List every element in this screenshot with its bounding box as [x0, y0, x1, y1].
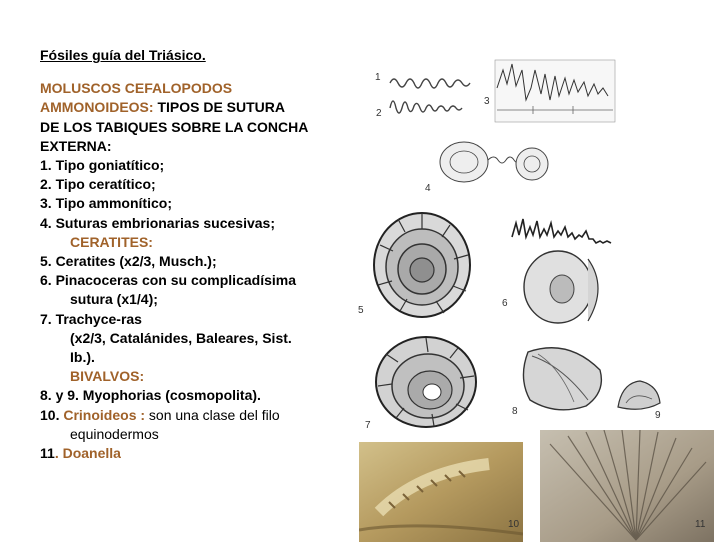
list-item-1: 1. Tipo goniatítico; [40, 157, 165, 174]
list-item-7-cont: (x2/3, Catalánides, Baleares, Sist. [70, 329, 292, 346]
heading-ceratites: CERATITES: [70, 233, 153, 250]
heading-ammonoideos: AMMONOIDEOS: [40, 99, 154, 116]
embryonic-sutures-drawing [436, 138, 551, 193]
myophoria-shell-8-drawing [518, 342, 610, 414]
text-column [40, 46, 340, 463]
heading-line-3: DE LOS TABIQUES SOBRE LA CONCHA [40, 118, 309, 135]
crinoideos-desc-cont: equinodermos [70, 425, 159, 442]
doanella-photo [540, 430, 714, 542]
crinoid-photo [359, 442, 523, 542]
list-item-4: 4. Suturas embrionarias sucesivas; [40, 214, 275, 231]
list-item-6-cont: sutura (x1/4); [70, 291, 158, 308]
heading-line-4: EXTERNA: [40, 137, 112, 154]
fig-number-2: 2 [376, 108, 382, 119]
fig-number-3: 3 [484, 96, 490, 107]
list-item-8: 8. y 9. Myophorias (cosmopolita). [40, 387, 261, 404]
doanella-label: . Doanella [54, 445, 121, 462]
list-item-3: 3. Tipo ammonítico; [40, 195, 172, 212]
fig-number-6: 6 [502, 298, 508, 309]
heading-moluscos: MOLUSCOS CEFALOPODOS [40, 80, 233, 97]
fig-number-9: 9 [655, 410, 661, 421]
fig-number-8: 8 [512, 406, 518, 417]
fig-number-10: 10 [508, 519, 520, 530]
fig-number-4: 4 [425, 183, 431, 194]
list-item-6: 6. Pinacoceras con su complicadísima [40, 272, 296, 289]
fig-number-5: 5 [358, 305, 364, 316]
list-item-10-num: 10. [40, 406, 64, 423]
list-item-11-num: 11 [40, 445, 55, 462]
heading-sutura: TIPOS DE SUTURA [153, 99, 286, 116]
fig-number-11: 11 [695, 519, 706, 530]
list-item-7-cont2: Ib.). [70, 349, 95, 366]
ammonitic-suture-drawing [493, 58, 618, 128]
slide-title: Fósiles guía del Triásico. [40, 47, 206, 63]
fig-number-7: 7 [365, 420, 371, 431]
crinoideos-label: Crinoideos : [63, 406, 146, 423]
list-item-5: 5. Ceratites (x2/3, Musch.); [40, 253, 217, 270]
trachyceras-drawing [372, 330, 482, 430]
crinoideos-desc: son una clase del filo [145, 406, 280, 423]
heading-bivalvos: BIVALVOS: [70, 368, 145, 385]
list-item-7: 7. Trachyce-ras [40, 310, 142, 327]
myophoria-shell-9-drawing [612, 377, 664, 413]
suture-line-drawing [388, 68, 488, 118]
list-item-2: 2. Tipo ceratítico; [40, 176, 156, 193]
fig-number-1: 1 [375, 72, 381, 83]
ceratites-ammonite-drawing [370, 205, 478, 320]
pinacoceras-drawing [510, 215, 630, 325]
